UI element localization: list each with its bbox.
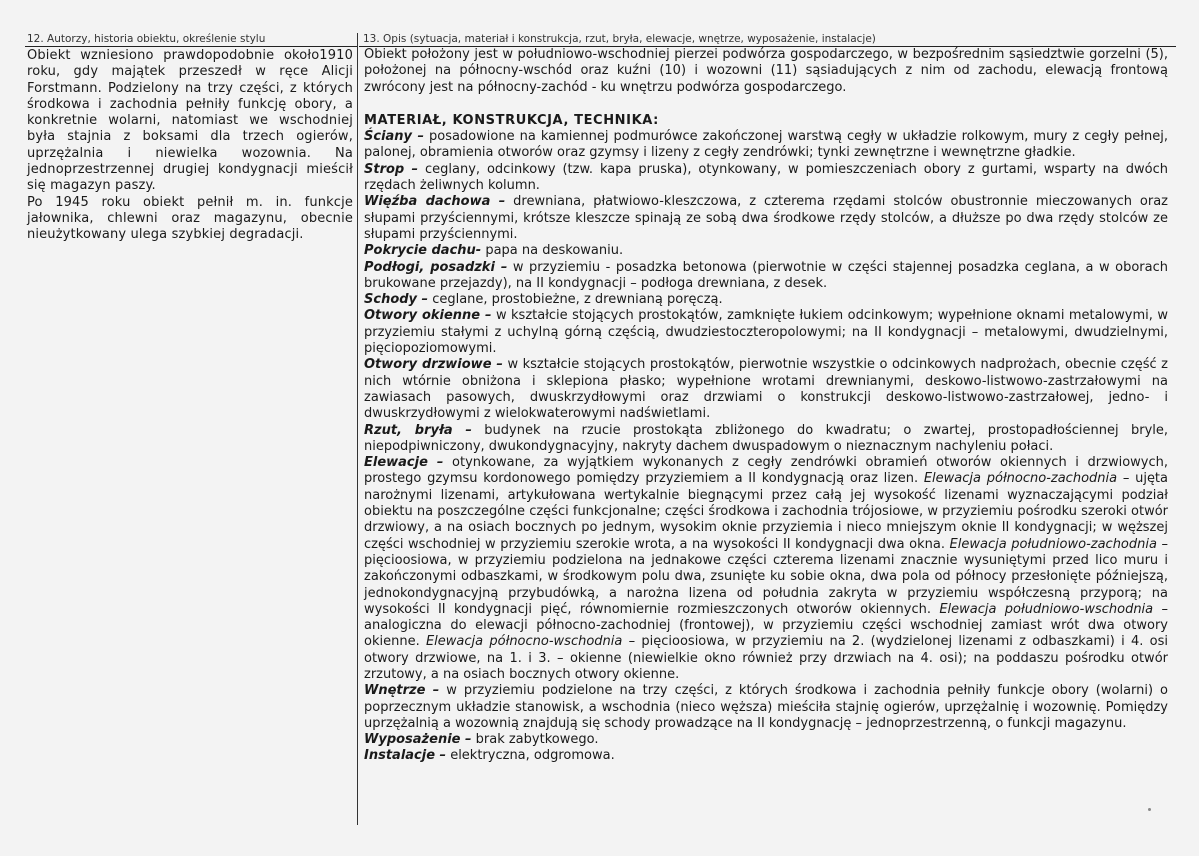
form-table [25,33,1176,825]
term-label: Elewacje – [364,455,444,471]
term-text: pięcioosiowa, w przyziemiu na 2. (wydzielonej lizenami z odbaszkami) i 4. osi otwory drzwiowe, na 1. i 3. – okienne (niewielkie okno również przy drzwiach na 4. osi); na poddaszu pośrodku otwór zrzutowy, a na osiach bocznych otwory okienne. [364,634,1168,682]
item-ceiling [364,162,1168,195]
item-roofing [364,243,1168,259]
elevation-label: Elewacja południowo-zachodnia – [949,536,1169,552]
term-text: pięcioosiowa, w przyziemiu podzielona na jednakowe części czterema lizenami znacznie wysuniętymi przed lico muru i zakończonymi odbaszkami, w środkowym polu dwa, zsunięte ku sobie okna, dwa pola od północy przesłonięte późniejszą, jednokondygnacyjną przybudówką, a narożna lizena od południa zakryta w przyziemiu współczesną przyporą; na wysokości II kondygnacji pięć, równomiernie rozmieszczonych otworów okiennych. [364,552,1168,617]
history-paragraph: Obiekt wzniesiono prawdopodobnie około1910 roku, gdy majątek przeszedł w ręce Alicji Forstmann. Podzielony na trzy części, z których środkowa i zachodnia pełniły funkcję obory, a konkretnie wolarni, natomiast we wschodniej była stajnia z boksami dla trzech ogierów, uprzężalnia i niewielka wozownia. Na jednoprzestrzennej drugiej kondygnacji mieścił się magazyn paszy. [27,48,353,194]
term-text: w kształcie stojących prostokątów, pierwotnie wszystkie o odcinkowych nadprożach, obecnie część z nich wtórnie obniżona i sklepiona płasko; wypełnione wrotami drewnianymi, deskowo-listwowo-zastrzałowymi na zawiasach pasowych, dwuskrzydłowymi oraz drzwiami o konstrukcji deskowo-listwowo-zastrzałowej, jedno- i dwuskrzydłowymi z wielokwaterowymi nadświetlami. [364,357,1168,422]
term-text: ceglany, odcinkowy (tzw. kapa pruska), otynkowany, w pomieszczeniach obory z gurtami, wsparty na dwóch rzędach żeliwnych kolumn. [364,161,1168,194]
term-label: Pokrycie dachu- [364,243,482,259]
term-text: w przyziemiu - posadzka betonowa (pierwotnie w części stajennej posadzka ceglana, a w oborach brukowane przejazdy), na II kondygnacji – podłoga drewniana, z desek. [364,259,1169,291]
elevation-label: Elewacja północno-wschodnia – [425,634,636,650]
term-label: Więźba dachowa – [364,194,506,210]
term-text: brak zabytkowego. [471,732,599,748]
term-label: Otwory drzwiowe – [364,357,503,373]
history-column [25,33,358,825]
elevation-label: Elewacja południowo-wschodnia – [939,601,1168,617]
description-header: 13. Opis (sytuacja, materiał i konstrukcja, rzut, bryła, elewacje, wnętrze, wyposażenie, instalacje) [359,33,1176,47]
term-label: Instalacje – [364,748,447,764]
term-text: posadowione na kamiennej podmurówce zakończonej warstwą cegły w układzie rolkowym, mury z cegły pełnej, palonej, obramienia otworów oraz gzymsy i lizeny z cegły zendrówki; tynki zewnętrzne i wewnętrzne gładkie. [364,129,1168,161]
item-installations [364,748,1168,764]
item-furnishing [364,732,1168,748]
term-label: Schody – [364,292,429,308]
term-label: Rzut, bryła – [364,422,472,438]
item-plan-mass [364,423,1168,456]
term-text: budynek na rzucie prostokąta zbliżonego do kwadratu; o zwartej, prostopadłościennej bryle, niepodpiwniczony, dwukondygnacyjny, nakryty dachem dwuspadowym o nieznacznym nachyleniu połaci. [364,422,1168,454]
term-label: Podłogi, posadzki – [364,259,508,275]
history-text [25,47,357,244]
item-roof-truss [364,194,1168,243]
term-text: analogiczna do elewacji północno-zachodniej (frontowej), w przyziemiu części wschodniej zamiast wrót dwa otwory okienne. [364,618,1168,650]
term-text: elektryczna, odgromowa. [446,748,615,764]
item-stairs [364,292,1168,308]
history-paragraph: Po 1945 roku obiekt pełnił m. in. funkcje jałownika, chlewni oraz magazynu, obecnie nieużytkowany ulega szybkiej degradacji. [27,194,353,243]
item-elevations [364,455,1168,683]
term-text: drewniana, płatwiowo-kleszczowa, z czterema rzędami stolców obustronnie mieczowanych oraz słupami przyściennymi, krótsze kleszcze spinają ze sobą dwa środkowe rzędy stolców, a dłuższe po dwa rzędy stolców ze słupami przyściennymi. [364,194,1168,242]
elevation-label: Elewacja północno-zachodnia – [923,471,1130,487]
intro-paragraph: Obiekt położony jest w południowo-wschodniej pierzei podwórza gospodarczego, w bezpośrednim sąsiedztwie gorzelni (5), położonej na północny-wschód oraz kuźni (10) i wozowni (11) sąsiadujących z nim od zachodu, elewacją frontową zwrócony jest na północny-zachód - ku wnętrzu podwórza gospodarczego. [364,47,1168,95]
term-text: w kształcie stojących prostokątów, zamknięte łukiem odcinkowym; wypełnione oknami metalowymi, w przyziemiu stałymi z uchylną górną częścią, dwudziestoczteropolowymi; na II kondygnacji – metalowymi, dwudzielnymi, pięciopoziomowymi. [364,308,1168,357]
term-label: Strop – [364,161,419,177]
term-label: Ściany – [364,129,424,145]
history-header: 12. Autorzy, historia obiektu, określenie stylu [25,33,357,47]
term-text: papa na deskowaniu. [481,243,624,259]
item-doors [364,357,1168,422]
item-walls [364,129,1168,162]
description-column [359,33,1176,825]
term-text: ceglane, prostobieżne, z drewnianą poręczą. [428,292,723,308]
item-interior [364,683,1168,732]
item-windows [364,308,1168,357]
term-label: Otwory okienne – [364,308,492,324]
section-title: MATERIAŁ, KONSTRUKCJA, TECHNIKA: [364,112,659,128]
item-floors [364,260,1168,293]
term-text: otynkowane, za wyjątkiem wykonanych z cegły zendrówki obramień otworów okiennych i drzwiowych, prostego gzymsu kordonowego pomiędzy przyziemiem a II kondygnacją oraz lizen. [364,455,1168,487]
term-label: Wnętrze – [364,683,440,699]
description-text [359,47,1176,765]
term-text: ujęta narożnymi lizenami, artykułowana wertykalnie biegnącymi przez całą jej wysokość lizenami wyznaczającymi podział obiektu na poszczególne części funkcjonalne; części środkowa i zachodnia trójosiowe, w przyziemiu pośrodku szeroki otwór drzwiowy, a na osiach bocznych po jednym, wysokim oknie przyziemia i nieco mniejszym oknie II kondygnacji; w węższej części wschodniej w przyziemiu szerokie wrota, a na wysokości II kondygnacji dwa okna. [364,471,1168,552]
scan-speck [1148,808,1151,811]
term-label: Wyposażenie – [364,732,472,748]
term-text: w przyziemiu podzielone na trzy części, z których środkowa i zachodnia pełniły funkcje obory (wolarni) o poprzecznym układzie stanowisk, a wschodnia (nieco węższa) mieściła stajnię ogierów, uprzężalnię i wozownię. Pomiędzy uprzężalnią a wozownią znajdują się schody prowadzące na II kondygnację – jednoprzestrzenną, o funkcji magazynu. [364,683,1168,731]
